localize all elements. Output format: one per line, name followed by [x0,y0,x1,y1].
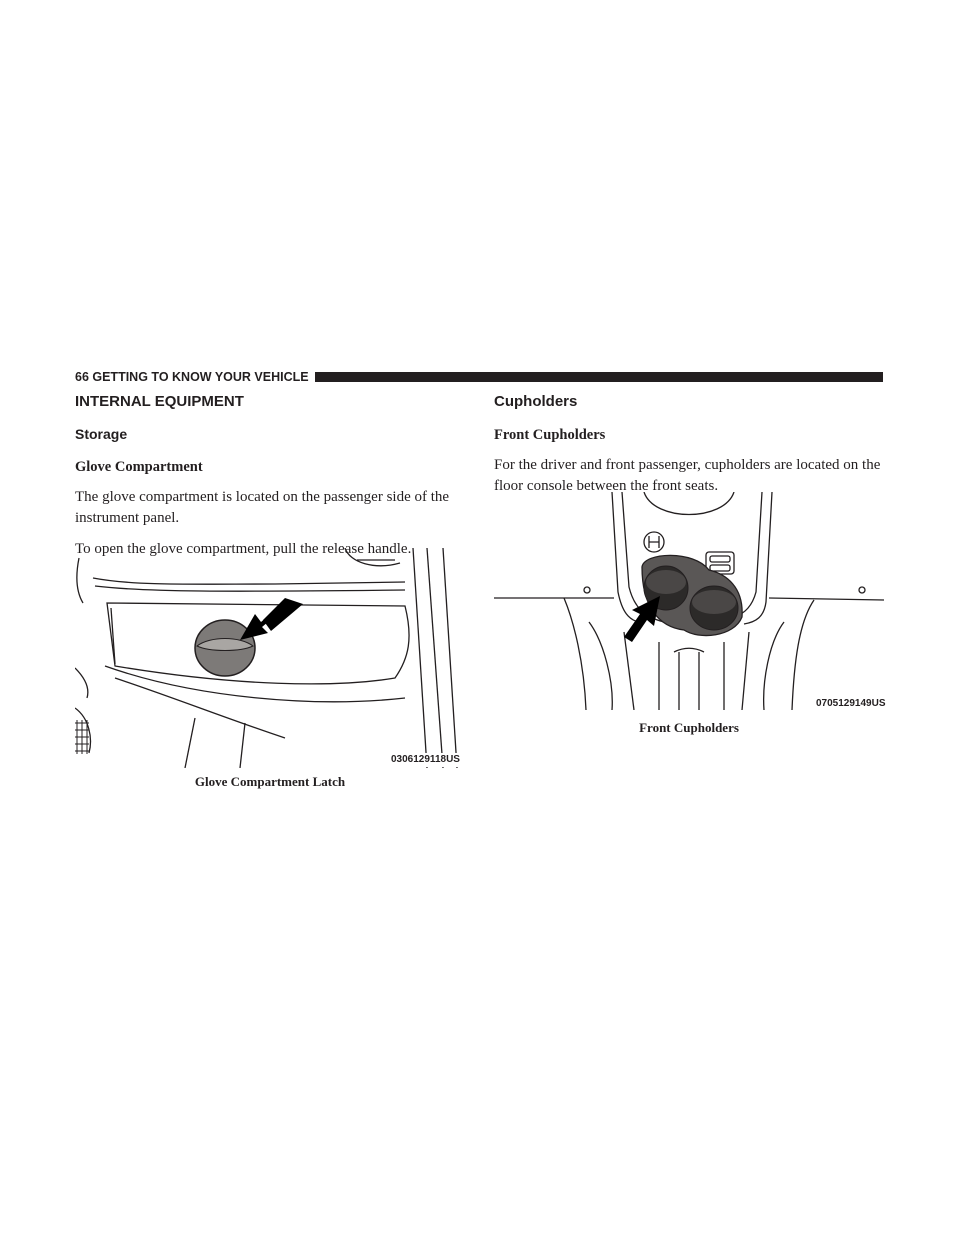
paragraph-glove-location: The glove compartment is located on the passenger side of the instrument panel. [75,489,450,526]
figure-front-cupholders [494,492,884,710]
glove-compartment-illustration [75,548,465,768]
figure-code-cupholders: 0705129149US [816,698,886,709]
section-title-cupholders: Cupholders [494,393,578,410]
right-column [494,392,886,497]
cupholders-illustration [494,492,884,710]
topic-title-glove-compartment: Glove Compartment [75,459,203,475]
section-title-internal-equipment: INTERNAL EQUIPMENT [75,393,244,410]
caption-front-cupholders: Front Cupholders [639,720,739,735]
subsection-title-storage: Storage [75,426,128,442]
left-column [75,392,467,560]
figure-glove-compartment [75,548,465,768]
paragraph-cupholders-location: For the driver and front passenger, cupholders are located on the floor console between the front seats. [494,457,881,494]
page-header-label: 66 GETTING TO KNOW YOUR VEHICLE [75,369,315,385]
paragraph-glove-open: To open the glove compartment, pull the release handle. [75,541,412,557]
caption-glove-compartment: Glove Compartment Latch [194,774,346,789]
topic-title-front-cupholders: Front Cupholders [494,427,606,443]
figure-code-glove: 0306129118US [391,754,460,765]
page-header [75,369,883,385]
